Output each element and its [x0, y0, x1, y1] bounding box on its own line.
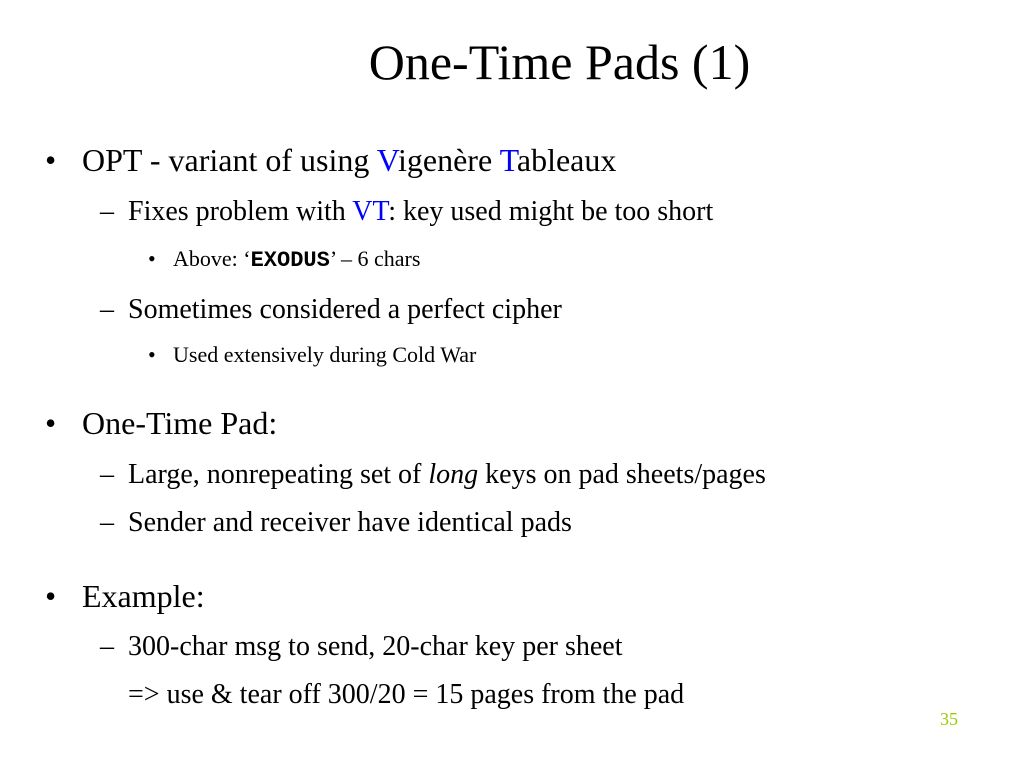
bullet-marker: • — [45, 142, 57, 178]
text-run: : key used might be too short — [388, 196, 714, 227]
dash-marker: – — [100, 507, 114, 538]
text-run: igenère — [397, 142, 500, 178]
bullet-text — [128, 293, 562, 327]
text-run: ableaux — [516, 142, 617, 178]
text-run: Example: — [82, 578, 205, 614]
code-text: EXODUS — [250, 248, 330, 273]
text-run: Fixes problem with — [128, 196, 353, 227]
text-run: Sometimes considered a perfect cipher — [128, 294, 562, 325]
bullet-text — [82, 576, 205, 616]
text-run: keys on pad sheets/pages — [478, 459, 766, 490]
text-run: Above: ‘ — [173, 246, 251, 271]
dash-marker: – — [100, 631, 114, 662]
bullet-text — [128, 506, 572, 540]
dash-marker: – — [100, 196, 114, 227]
emphasized-text: long — [428, 459, 479, 490]
dash-marker: – — [100, 459, 114, 490]
highlighted-text: VT — [352, 196, 389, 227]
bullet-marker: • — [45, 578, 57, 614]
text-run: ’ – 6 chars — [329, 246, 421, 271]
bullet-marker: • — [45, 405, 57, 441]
highlighted-text: T — [499, 142, 517, 178]
text-run: OPT - variant of using — [82, 142, 377, 178]
bullet-marker: • — [148, 342, 156, 367]
bullet-text — [173, 245, 420, 275]
bullet-text — [128, 195, 713, 229]
text-run: Large, nonrepeating set of — [128, 459, 429, 490]
text-run: Sender and receiver have identical pads — [128, 507, 572, 538]
bullet-text — [82, 403, 277, 443]
text-run: 300-char msg to send, 20-char key per sheet — [128, 631, 623, 662]
highlighted-text: V — [376, 142, 398, 178]
text-run: Used extensively during Cold War — [173, 342, 477, 367]
bullet-text — [128, 630, 623, 664]
slide-number: 35 — [940, 709, 958, 729]
bullet-text — [128, 458, 766, 492]
bullet-text — [173, 341, 476, 369]
bullet-text — [82, 140, 616, 180]
text-run: One-Time Pad: — [82, 405, 278, 441]
dash-marker: – — [100, 294, 114, 325]
text-run: => use & tear off 300/20 = 15 pages from the pad — [128, 679, 685, 710]
bullet-marker: • — [148, 246, 156, 271]
slide-title: One-Time Pads (1) — [368, 34, 751, 90]
bullet-text — [128, 678, 684, 712]
